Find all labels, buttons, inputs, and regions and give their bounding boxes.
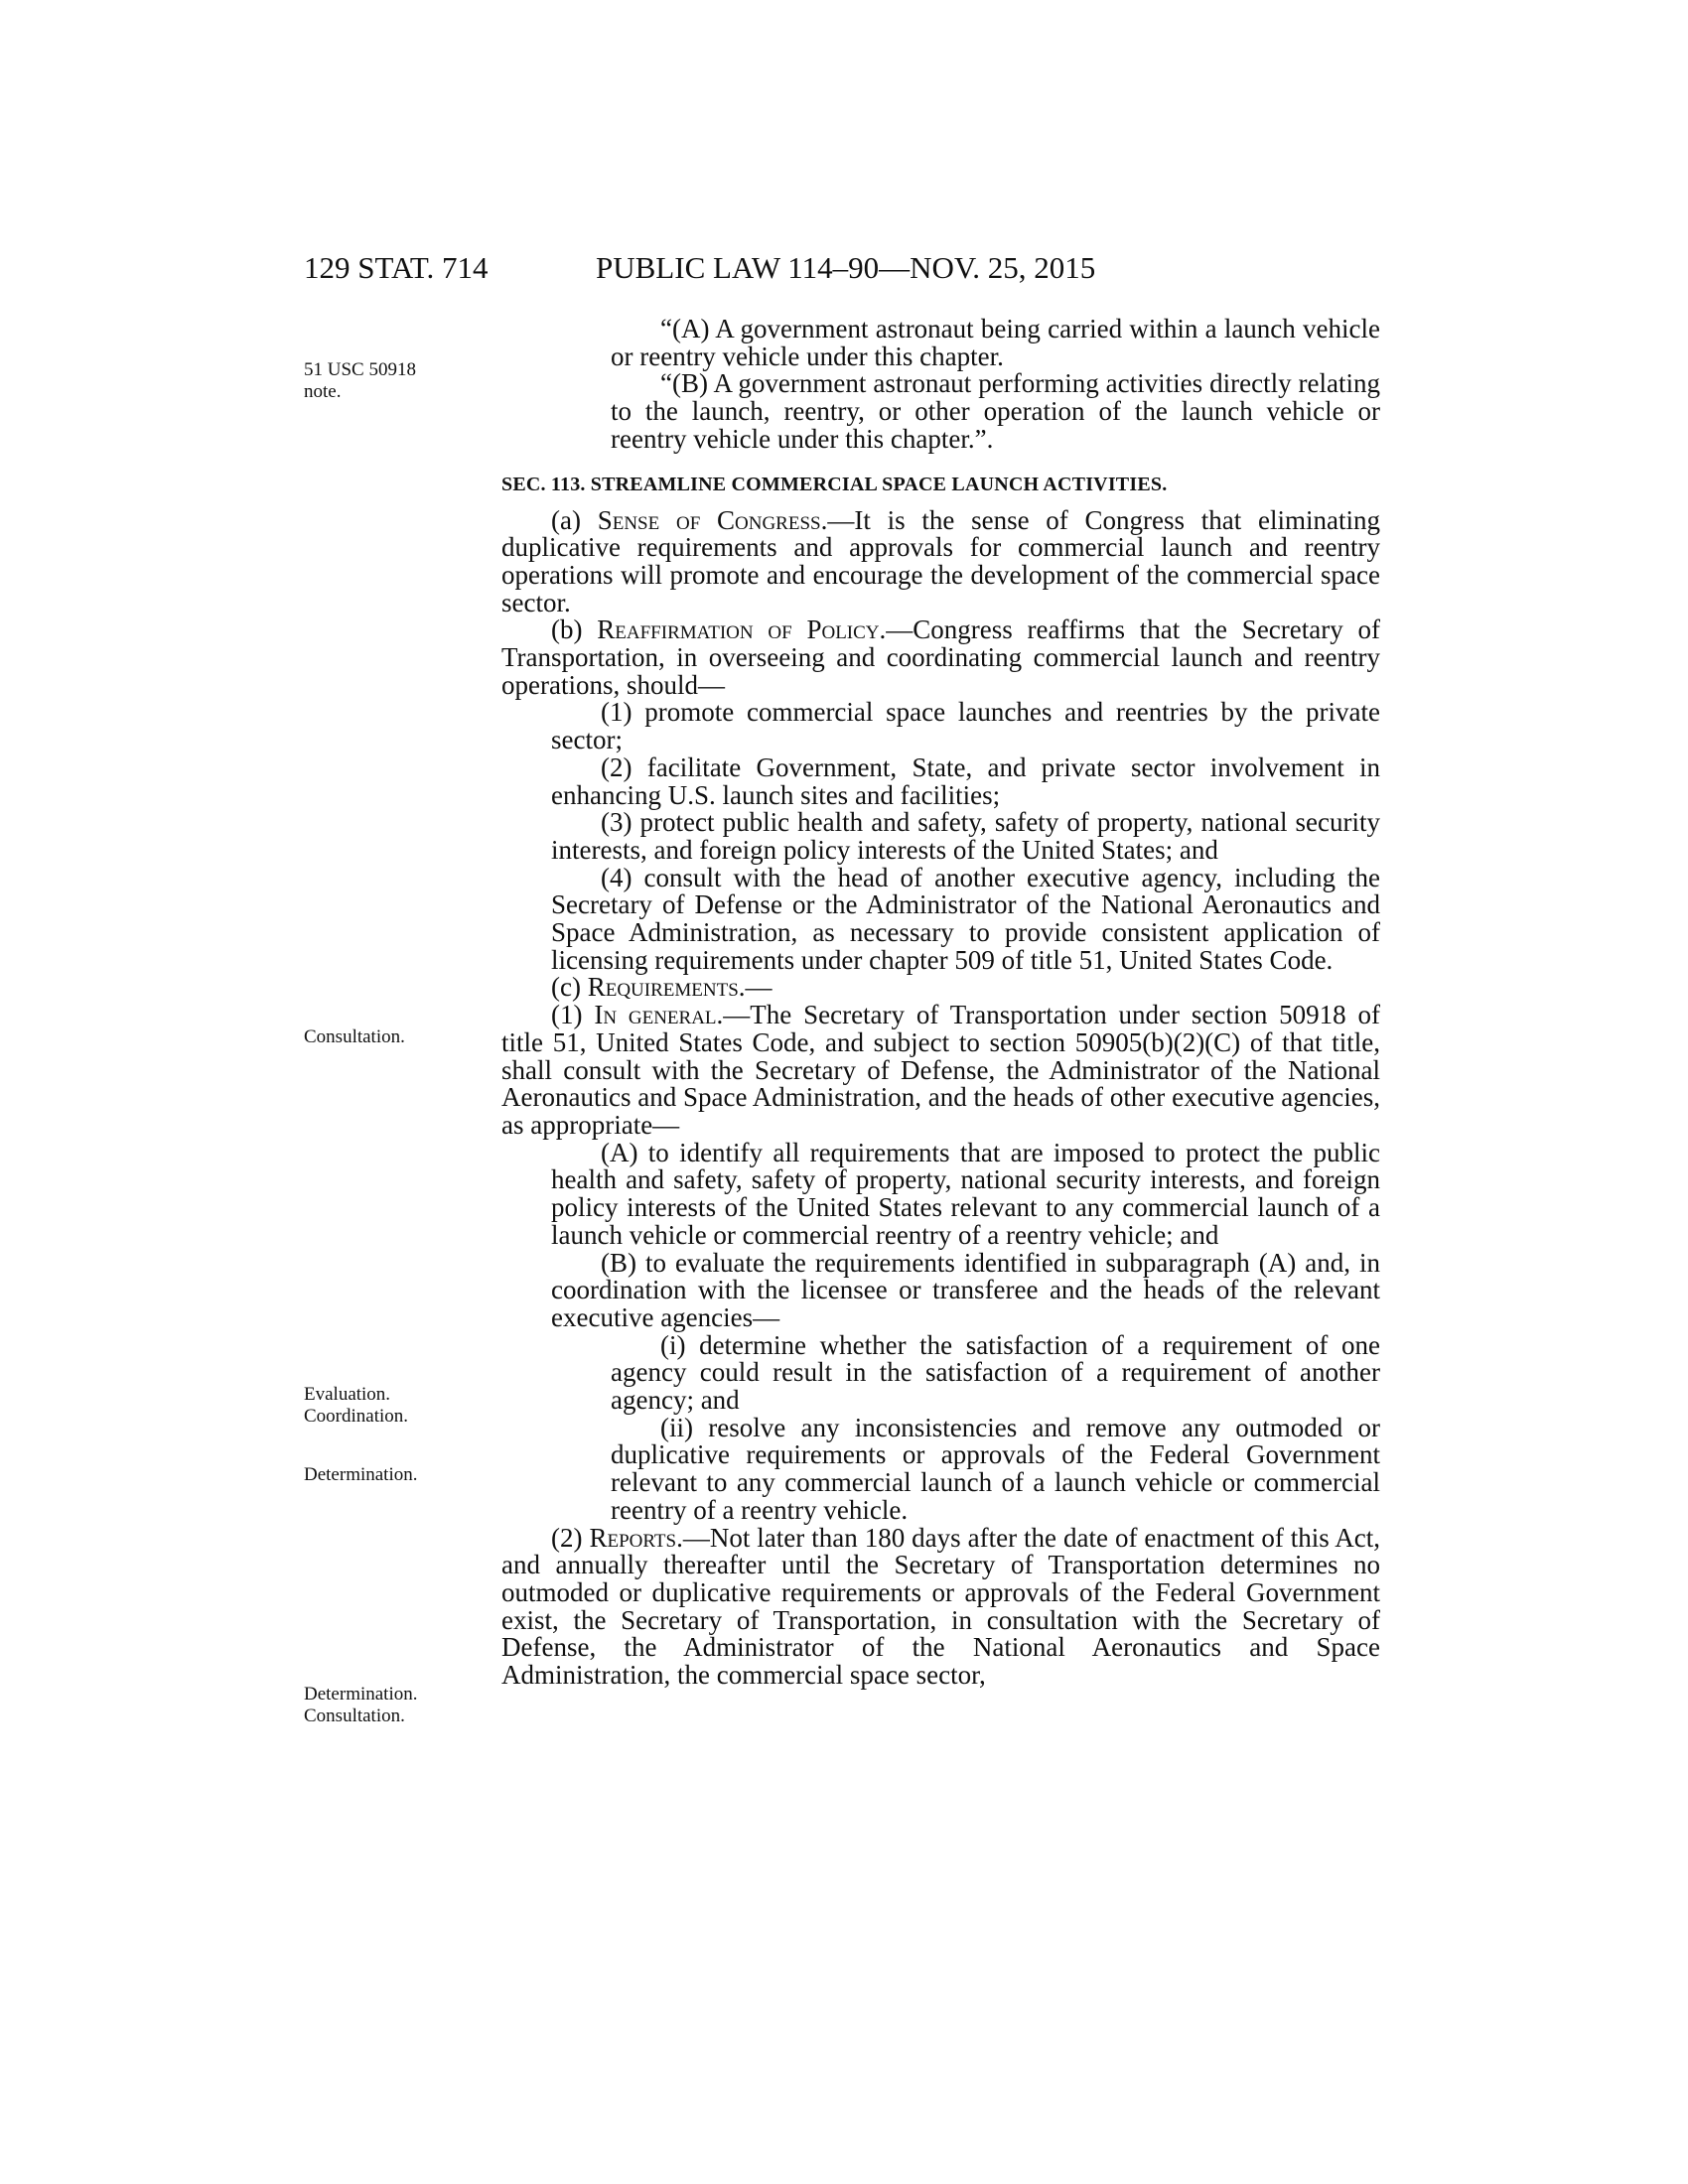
subparagraph-c1-B: (B) to evaluate the requirements identified in subparagraph (A) and, in coordination with the licensee or transferee and the heads of the relevant executive agencies— bbox=[551, 1247, 1380, 1332]
paragraph-b3: (3) protect public health and safety, safety of property, national security interests, and foreign policy interests of the United States; and bbox=[551, 807, 1380, 865]
paragraph-c1-label: (1) bbox=[551, 1000, 595, 1030]
subsection-b-text: .—Congress reaffirms that the Secretary of Transportation, in overseeing and coordinating commercial launch and reentry operations, should— bbox=[501, 614, 1381, 700]
margin-note-determination-2: Determination. bbox=[304, 1684, 418, 1705]
margin-note-usc-line2: note. bbox=[304, 381, 342, 402]
margin-note-evaluation-coordination bbox=[304, 1384, 453, 1428]
subsection-b-heading: Reaffirmation of Policy bbox=[597, 614, 880, 645]
subsection-b bbox=[501, 616, 1380, 699]
paragraph-c2-heading: Reports bbox=[589, 1522, 677, 1553]
subsection-a-text: .—It is the sense of Congress that eliminating duplicative requirements and approvals for commercial launch and reentry operations will promote and encourage the development of the commercial space sector. bbox=[501, 504, 1380, 617]
margin-note-usc bbox=[304, 359, 453, 403]
paragraph-a-government-astronaut: “(A) A government astronaut being carried within a launch vehicle or reentry vehicle under this chapter. bbox=[611, 314, 1380, 371]
paragraph-c1-heading: In general bbox=[594, 1000, 717, 1030]
subsection-a bbox=[501, 504, 1380, 617]
paragraph-c2 bbox=[501, 1522, 1381, 1691]
margin-note-evaluation: Evaluation. bbox=[304, 1384, 391, 1405]
subsection-c-label: (c) bbox=[551, 972, 588, 1003]
paragraph-b-government-astronaut: “(B) A government astronaut performing activities directly relating to the launch, reentry, or other operation of the launch vehicle or reentry vehicle under this chapter.”. bbox=[611, 368, 1380, 454]
subsection-c bbox=[501, 974, 1380, 1002]
paragraph-b2: (2) facilitate Government, State, and private sector involvement in enhancing U.S. launch sites and facilities; bbox=[551, 751, 1380, 810]
subsection-c-text: .— bbox=[738, 972, 773, 1003]
margin-note-consultation-2: Consultation. bbox=[304, 1706, 405, 1726]
paragraph-c2-text: .—Not later than 180 days after the date of enactment of this Act, and annually thereafter until the Secretary of Transportation determines no outmoded or duplicative requirements or approvals of the Federal Government exist, the Secretary of Transportation, in consultation with the Secretary of Defense, the Administrator of the National Aeronautics and Space Administration, the commercial space sector, bbox=[501, 1522, 1381, 1691]
paragraph-b1: (1) promote commercial space launches and reentries by the private sector; bbox=[551, 697, 1380, 755]
margin-note-consultation: Consultation. bbox=[304, 1026, 405, 1047]
public-law-title: PUBLIC LAW 114–90—NOV. 25, 2015 bbox=[596, 250, 1096, 285]
margin-note-determination: Determination. bbox=[304, 1464, 418, 1485]
clause-c1-B-i: (i) determine whether the satisfaction of a requirement of one agency could result in the satisfaction of a requirement of another agency; and bbox=[611, 1329, 1380, 1416]
subsection-b-label: (b) bbox=[551, 614, 598, 645]
subsection-a-label: (a) bbox=[551, 504, 598, 535]
section-heading: SEC. 113. STREAMLINE COMMERCIAL SPACE LAUNCH ACTIVITIES. bbox=[501, 473, 1168, 495]
subsection-c-heading: Requirements bbox=[587, 972, 739, 1003]
paragraph-c1 bbox=[501, 1002, 1380, 1140]
paragraph-c1-text: .—The Secretary of Transportation under section 50918 of title 51, United States Code, and subject to section 50905(b)(2)(C) of that title, shall consult with the Secretary of Defense, the Administrator of the National Aeronautics and Space Administration, and the heads of other executive agencies, as appropriate— bbox=[501, 1000, 1380, 1140]
paragraph-b4: (4) consult with the head of another executive agency, including the Secretary of Defense or the Administrator of the National Aeronautics and Space Administration, as necessary to provide consistent application of licensing requirements under chapter 509 of title 51, United States Code. bbox=[551, 862, 1380, 975]
margin-note-determination-consultation bbox=[304, 1684, 453, 1727]
paragraph-c2-label: (2) bbox=[551, 1522, 590, 1553]
margin-note-coordination: Coordination. bbox=[304, 1406, 409, 1427]
subparagraph-c1-A: (A) to identify all requirements that are imposed to protect the public health and safety, safety of property, national security interests, and foreign policy interests of the United States relevant to any commercial launch of a launch vehicle or commercial reentry of a reentry vehicle; and bbox=[551, 1137, 1380, 1250]
statute-citation: 129 STAT. 714 bbox=[304, 250, 489, 285]
subsection-a-heading: Sense of Congress bbox=[597, 504, 821, 535]
margin-note-usc-line1: 51 USC 50918 bbox=[304, 359, 416, 380]
statute-body bbox=[501, 316, 1380, 1690]
clause-c1-B-ii: (ii) resolve any inconsistencies and remove any outmoded or duplicative requirements or approvals of the Federal Government relevant to any commercial launch of a launch vehicle or commercial reentry of a reentry vehicle. bbox=[611, 1412, 1380, 1525]
page-header bbox=[304, 248, 1380, 288]
